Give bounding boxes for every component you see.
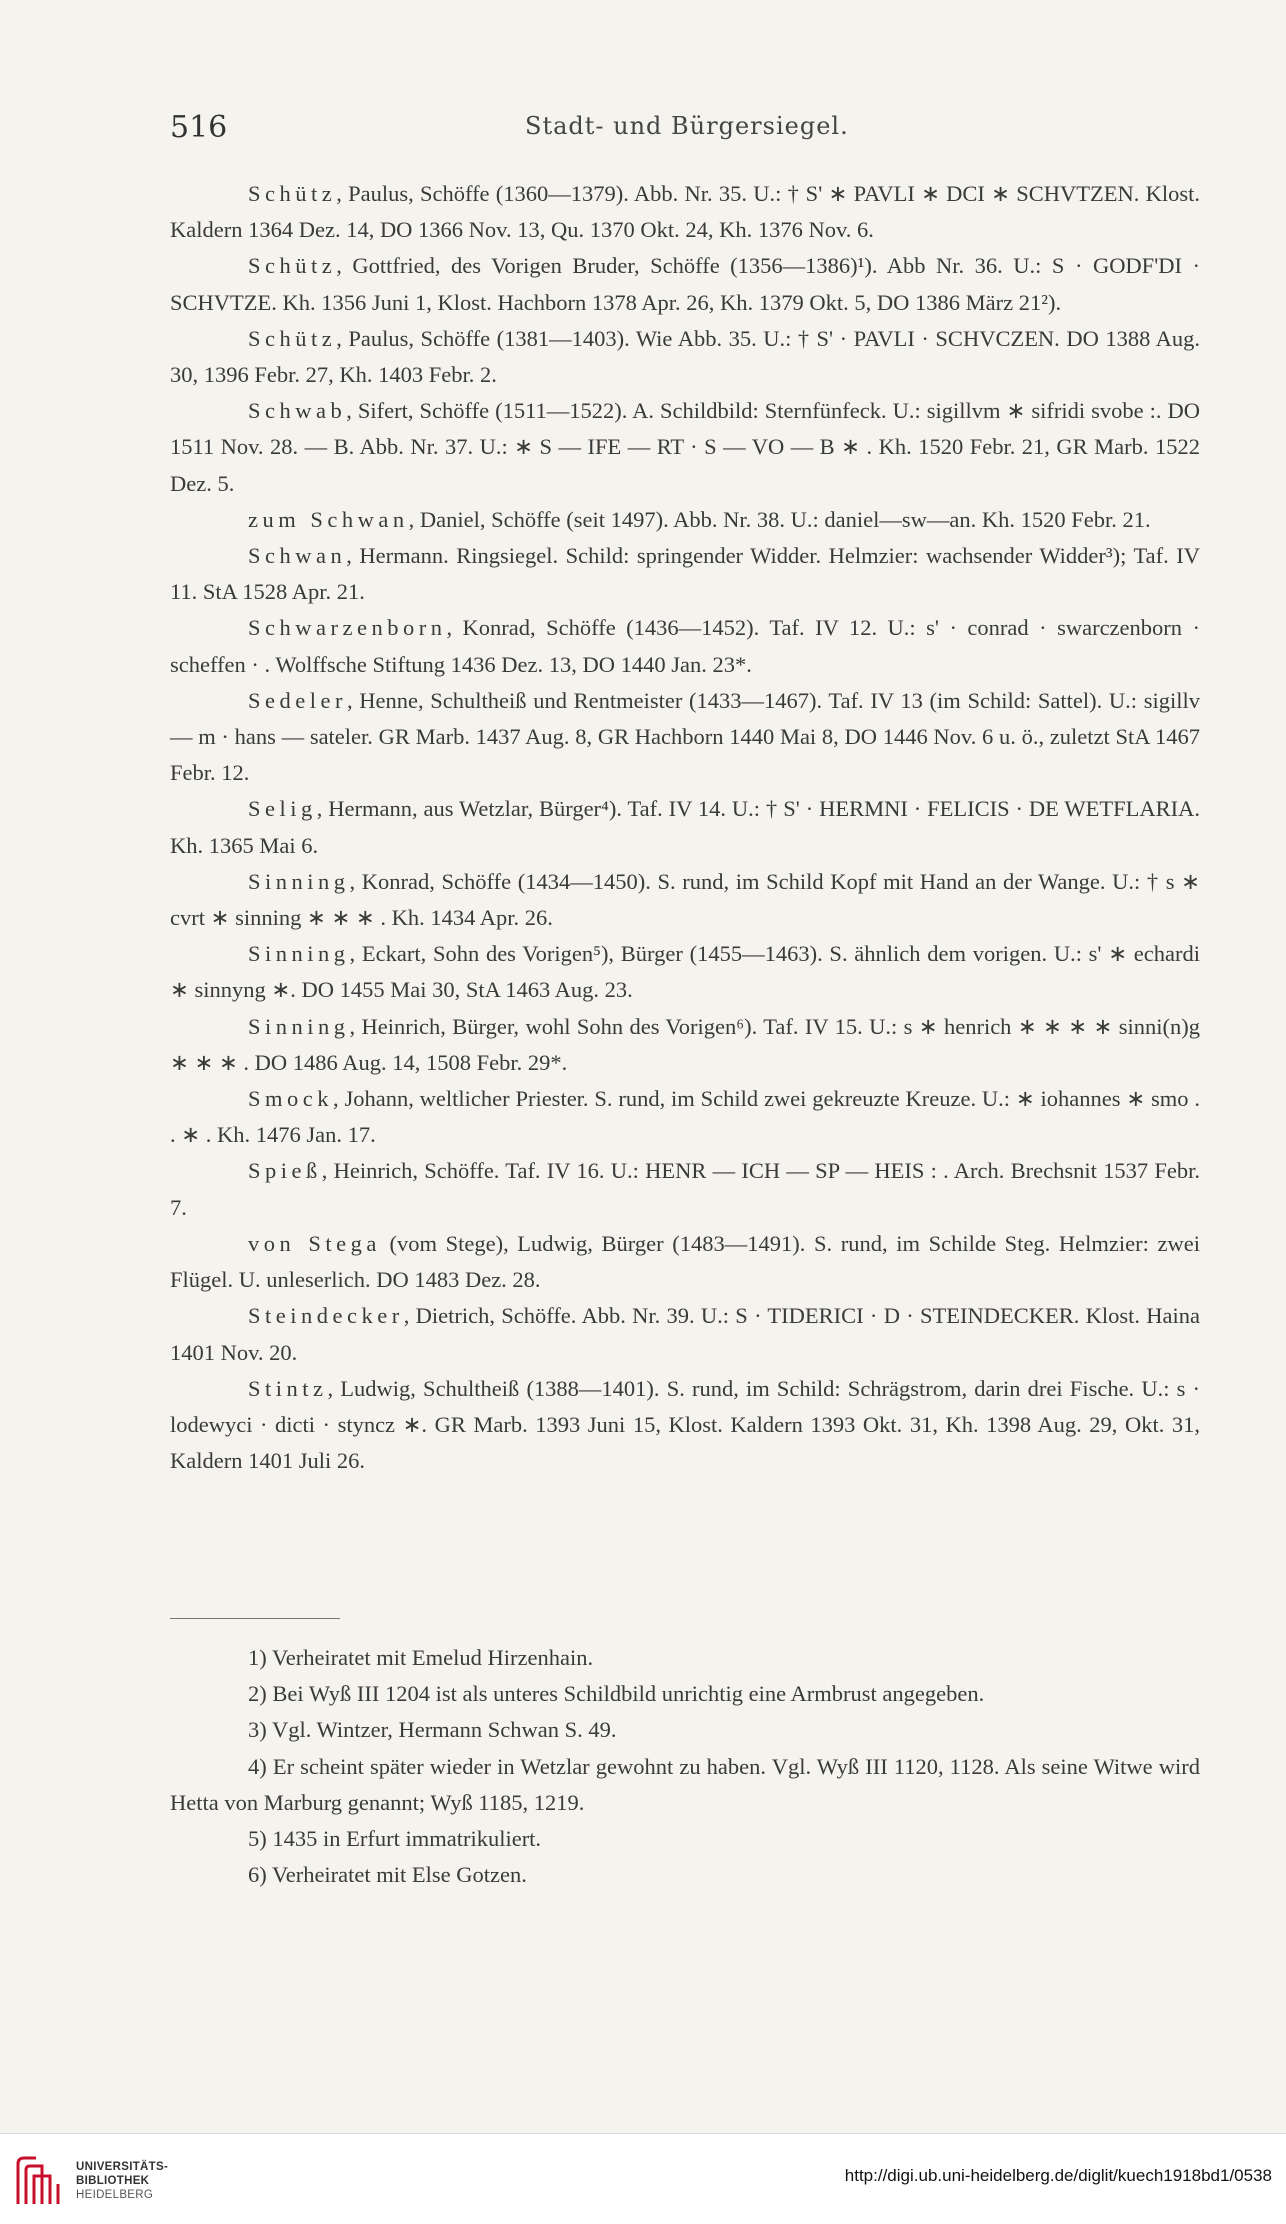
entry-text: , Gottfried, des Vorigen Bruder, Schöffe (1356—1386)¹). Abb Nr. 36. U.: S · GODF'DI · SCHVTZE. Kh. 1356 Juni 1, Klost. Hachborn 1378 Apr. 26, Kh. 1379 Okt. 5, DO 1386 März 21²).	[170, 253, 1200, 315]
entry-name: Selig	[248, 796, 317, 822]
entry-name: Schütz	[248, 253, 337, 279]
entry	[170, 936, 1200, 1008]
entry-text: , Paulus, Schöffe (1381—1403). Wie Abb. 35. U.: † S' · PAVLI · SCHVCZEN. DO 1388 Aug. 30, 1396 Febr. 27, Kh. 1403 Febr. 2.	[170, 325, 1200, 388]
footnote: 6) Verheiratet mit Else Gotzen.	[248, 1862, 527, 1888]
entry-text: , Dietrich, Schöffe. Abb. Nr. 39. U.: S · TIDERICI · D · STEINDECKER. Klost. Haina 1401 Nov. 20.	[170, 1303, 1200, 1365]
entry	[170, 1009, 1200, 1081]
entry-name: von Stega	[248, 1230, 381, 1256]
entry	[170, 248, 1200, 320]
entry-name: Sinning	[248, 1013, 350, 1039]
source-url-link[interactable]: http://digi.ub.uni-heidelberg.de/diglit/kuech1918bd1/0538	[844, 2166, 1272, 2185]
footnote: 5) 1435 in Erfurt immatrikuliert.	[248, 1826, 542, 1852]
entry-name: Schwarzenborn	[248, 615, 447, 641]
entry	[170, 393, 1200, 502]
running-title: Stadt- und Bürgersiegel.	[525, 112, 849, 140]
entry	[170, 538, 1200, 610]
entry-name: Stintz	[248, 1375, 328, 1401]
entry	[170, 683, 1200, 792]
page-number: 516	[170, 110, 228, 145]
entry	[170, 1298, 1200, 1370]
entry-name: Schwab	[248, 398, 347, 424]
entry	[170, 864, 1200, 936]
entry-text: , Johann, weltlicher Priester. S. rund, im Schild zwei gekreuzte Kreuze. U.: ∗ iohannes ∗ smo . . ∗ . Kh. 1476 Jan. 17.	[170, 1086, 1200, 1148]
entry-text: , Heinrich, Schöffe. Taf. IV 16. U.: HENR — ICH — SP — HEIS : . Arch. Brechsnit 1537 Febr. 7.	[170, 1158, 1200, 1220]
entry	[170, 321, 1200, 393]
footnote: 1) Verheiratet mit Emelud Hirzenhain.	[248, 1645, 594, 1670]
entry-text: (vom Stege), Ludwig, Bürger (1483—1491). S. rund, im Schilde Steg. Helmzier: zwei Flügel. U. unleserlich. DO 1483 Dez. 28.	[170, 1230, 1200, 1293]
footnote-list	[170, 1640, 1200, 1893]
entry	[170, 1153, 1200, 1225]
entry-text: , Henne, Schultheiß und Rentmeister (1433—1467). Taf. IV 13 (im Schild: Sattel). U.: sigillv — m · hans — sateler. GR Marb. 1437 Aug. 8, GR Hachborn 1440 Mai 8, DO 1446 Nov. 6 u. ö., zuletzt StA 1467 Febr. 12.	[170, 687, 1200, 786]
entry-name: Schwan	[248, 543, 347, 569]
entry	[170, 176, 1200, 248]
footnote: 4) Er scheint später wieder in Wetzlar gewohnt zu haben. Vgl. Wyß III 1120, 1128. Als seine Witwe wird Hetta von Marburg genannt; Wyß 1185, 1219.	[170, 1753, 1200, 1815]
entry-name: Sinning	[248, 941, 350, 967]
entry	[170, 791, 1200, 863]
entry-name: zum Schwan	[248, 506, 409, 532]
entry	[170, 610, 1200, 682]
entry	[170, 1081, 1200, 1153]
entry-name: Spieß	[248, 1158, 322, 1184]
entry-name: Steindecker	[248, 1303, 404, 1329]
entry-text: , Heinrich, Bürger, wohl Sohn des Vorigen⁶). Taf. IV 15. U.: s ∗ henrich ∗ ∗ ∗ ∗ sinni(n)g ∗ ∗ ∗ . DO 1486 Aug. 14, 1508 Febr. 29*.	[170, 1013, 1200, 1075]
entry-name: Schütz	[248, 325, 337, 351]
entry	[170, 1371, 1200, 1480]
footnote-divider	[170, 1618, 340, 1619]
page-header	[170, 110, 1200, 150]
library-name	[76, 2160, 168, 2202]
library-footer-bar	[0, 2133, 1286, 2224]
entry-text: , Sifert, Schöffe (1511—1522). A. Schildbild: Sternfünfeck. U.: sigillvm ∗ sifridi svobe :. DO 1511 Nov. 28. — B. Abb. Nr. 37. U.: ∗ S — IFE — RT · S — VO — B ∗ . Kh. 1520 Febr. 21, GR Marb. 1522 Dez. 5.	[170, 398, 1200, 496]
entry-text: , Daniel, Schöffe (seit 1497). Abb. Nr. 38. U.: daniel—sw—an. Kh. 1520 Febr. 21.	[408, 506, 1151, 532]
entry-text: , Hermann. Ringsiegel. Schild: springender Widder. Helmzier: wachsender Widder³); Taf. IV 11. StA 1528 Apr. 21.	[170, 543, 1200, 605]
entry-text: , Ludwig, Schultheiß (1388—1401). S. rund, im Schild: Schrägstrom, darin drei Fische. U.: s · lodewyci · dicti · styncz ∗. GR Marb. 1393 Juni 15, Klost. Kaldern 1393 Okt. 31, Kh. 1398 Aug. 29, Okt. 31, Kaldern 1401 Juli 26.	[170, 1375, 1200, 1474]
entry-name: Schütz	[248, 181, 337, 206]
university-library-logo-icon	[14, 2154, 68, 2212]
entry-text: , Paulus, Schöffe (1360—1379). Abb. Nr. 35. U.: † S' ∗ PAVLI ∗ DCI ∗ SCHVTZEN. Klost. Kaldern 1364 Dez. 14, DO 1366 Nov. 13, Qu. 1370 Okt. 24, Kh. 1376 Nov. 6.	[170, 181, 1200, 243]
entry-text: , Konrad, Schöffe (1436—1452). Taf. IV 12. U.: s' · conrad · swarczenborn · scheffen · . Wolffsche Stiftung 1436 Dez. 13, DO 1440 Jan. 23*.	[170, 615, 1200, 677]
entry-name: Sinning	[248, 868, 350, 894]
entry	[170, 502, 1200, 538]
entry-name: Sedeler	[248, 687, 347, 713]
library-name-line: UNIVERSITÄTS-	[76, 2161, 169, 2173]
entry-text: , Konrad, Schöffe (1434—1450). S. rund, im Schild Kopf mit Hand an der Wange. U.: † s ∗ cvrt ∗ sinning ∗ ∗ ∗ . Kh. 1434 Apr. 26.	[170, 868, 1200, 931]
footnote: 2) Bei Wyß III 1204 ist als unteres Schildbild unrichtig eine Armbrust angegeben.	[248, 1681, 985, 1707]
entry-text: , Eckart, Sohn des Vorigen⁵), Bürger (1455—1463). S. ähnlich dem vorigen. U.: s' ∗ echardi ∗ sinnyng ∗. DO 1455 Mai 30, StA 1463 Aug. 23.	[170, 941, 1200, 1003]
entry-list	[170, 176, 1200, 1479]
library-name-line: HEIDELBERG	[76, 2189, 154, 2201]
footnote: 3) Vgl. Wintzer, Hermann Schwan S. 49.	[248, 1717, 617, 1743]
entry-name: Smock	[248, 1086, 334, 1112]
library-name-line: BIBLIOTHEK	[76, 2175, 150, 2187]
entry	[170, 1226, 1200, 1298]
entry-text: , Hermann, aus Wetzlar, Bürger⁴). Taf. IV 14. U.: † S' · HERMNI · FELICIS · DE WETFLARIA. Kh. 1365 Mai 6.	[170, 796, 1200, 858]
